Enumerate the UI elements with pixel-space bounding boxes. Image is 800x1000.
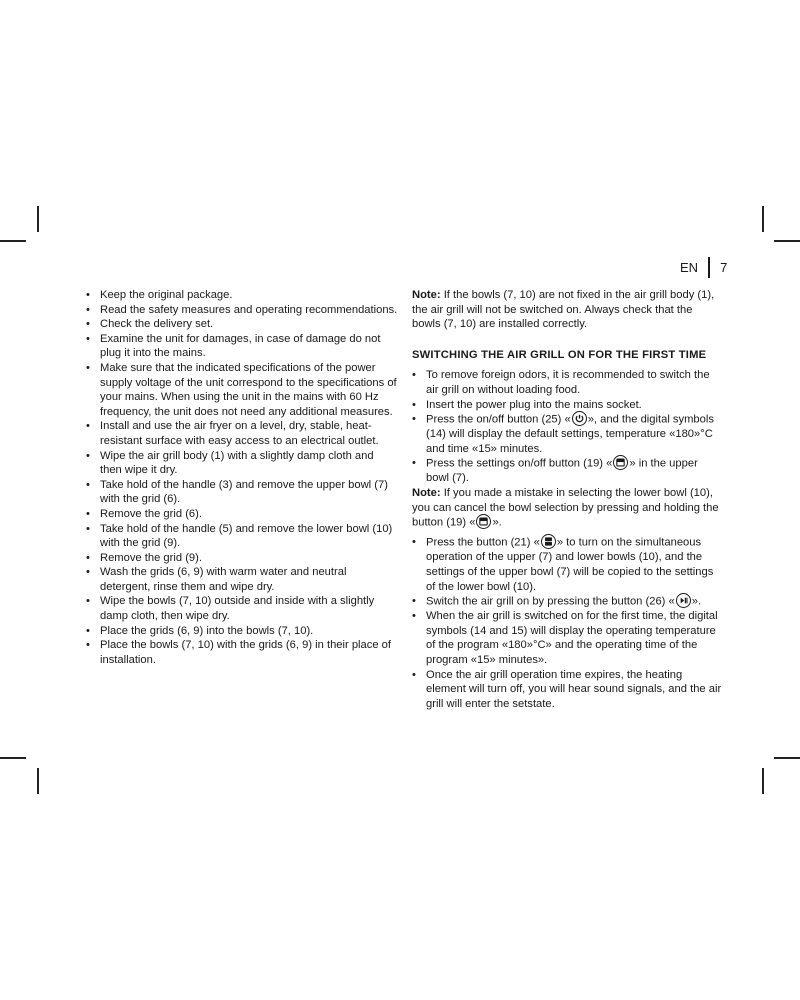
list-item (412, 535, 722, 594)
list-item: • Examine the unit for damages, in case of damage do not plug it into the mains. (86, 332, 398, 361)
note-text: ». (492, 516, 502, 529)
list-item: • Take hold of the handle (5) and remove the lower bowl (10) with the grid (9). (86, 522, 398, 551)
page-header (680, 257, 727, 277)
list-item: • Remove the grid (9). (86, 551, 398, 566)
page-number: 7 (720, 259, 728, 275)
list-item: • When the air grill is switched on for the first time, the digital symbols (14 and 15) will display the operating temperature of the program «180»°C» and the operating time of the program «15» minutes». (412, 609, 722, 667)
header-divider (708, 257, 710, 278)
list-item-text: Press the settings on/off button (19) « (426, 457, 613, 470)
list-item: • Remove the grid (6). (86, 507, 398, 522)
list-item: • Take hold of the handle (3) and remove the upper bowl (7) with the grid (6). (86, 478, 398, 507)
crop-mark (762, 768, 764, 794)
list-item-text: ». (691, 595, 702, 608)
crop-mark (37, 206, 39, 232)
list-item-text: Press the on/off button (25) « (426, 413, 571, 426)
start-pause-icon (676, 593, 691, 608)
list-item: • Wipe the air grill body (1) with a slightly damp cloth and then wipe it dry. (86, 449, 398, 478)
list-item: • Read the safety measures and operating recommendations. (86, 303, 398, 318)
crop-mark (0, 240, 26, 242)
section-title: SWITCHING THE AIR GRILL ON FOR THE FIRST TIME (412, 348, 707, 361)
list-item: • Insert the power plug into the mains socket. (412, 398, 722, 413)
left-column (86, 288, 398, 667)
crop-mark (774, 240, 800, 242)
note-bowls-fixed (412, 288, 722, 332)
crop-mark (762, 206, 764, 232)
list-item: • Wash the grids (6, 9) with warm water and neutral detergent, rinse them and wipe dry. (86, 565, 398, 594)
note-label: Note: (412, 289, 441, 301)
list-item-text: » to turn on the simultaneous operation of the upper (7) and lower bowls (10), and the settings of the upper bowl (7) will be copied to the settings of the lower bowl (10). (426, 536, 714, 593)
upper-bowl-icon (476, 514, 491, 529)
list-item: • Make sure that the indicated specifications of the power supply voltage of the unit correspond to the specifications of your mains. When using the unit in the mains with 60 Hz frequency, the unit does not need any additional measures. (86, 361, 398, 419)
power-icon (572, 411, 587, 426)
note-label: Note: (412, 487, 441, 500)
crop-mark (774, 757, 800, 759)
list-item-text: Switch the air grill on by pressing the button (26) « (426, 595, 675, 608)
note-text: If the bowls (7, 10) are not fixed in the air grill body (1), the air grill will not be switched on. Always check that the bowls (7, 10) are installed correctly. (412, 289, 715, 331)
list-item (412, 456, 722, 486)
list-item: • To remove foreign odors, it is recommended to switch the air grill on without loading food. (412, 368, 722, 397)
list-item: • Check the delivery set. (86, 317, 398, 332)
crop-mark (37, 768, 39, 794)
list-item: • Once the air grill operation time expires, the heating element will turn off, you will hear sound signals, and the air grill will enter the setstate. (412, 668, 722, 712)
list-item: • Install and use the air fryer on a level, dry, stable, heat-resistant surface with easy access to an electrical outlet. (86, 419, 398, 448)
language-code: EN (680, 259, 699, 275)
crop-mark (0, 757, 26, 759)
list-item-text: Press the button (21) « (426, 536, 540, 549)
list-item (412, 412, 722, 456)
both-bowls-icon (541, 534, 556, 549)
list-item: • Place the bowls (7, 10) with the grids (6, 9) in their place of installation. (86, 638, 398, 667)
list-item-text: » in the upper bowl (7). (426, 457, 698, 485)
switch-on-list (412, 368, 722, 486)
list-item-text: », and the digital symbols (14) will display the default settings, temperature «180»°C and time «15» minutes. (426, 413, 714, 455)
right-column (412, 288, 722, 711)
list-item: • Keep the original package. (86, 288, 398, 303)
operation-list (412, 535, 722, 711)
note-cancel-selection (412, 486, 722, 530)
list-item: • Wipe the bowls (7, 10) outside and inside with a slightly damp cloth, then wipe dry. (86, 594, 398, 623)
preparation-list (86, 288, 398, 667)
list-item (412, 594, 722, 609)
list-item: • Place the grids (6, 9) into the bowls (7, 10). (86, 624, 398, 639)
note-text: If you made a mistake in selecting the lower bowl (10), you can cancel the bowl selection by pressing and holding the button (19) « (412, 487, 719, 529)
upper-bowl-icon (613, 455, 628, 470)
